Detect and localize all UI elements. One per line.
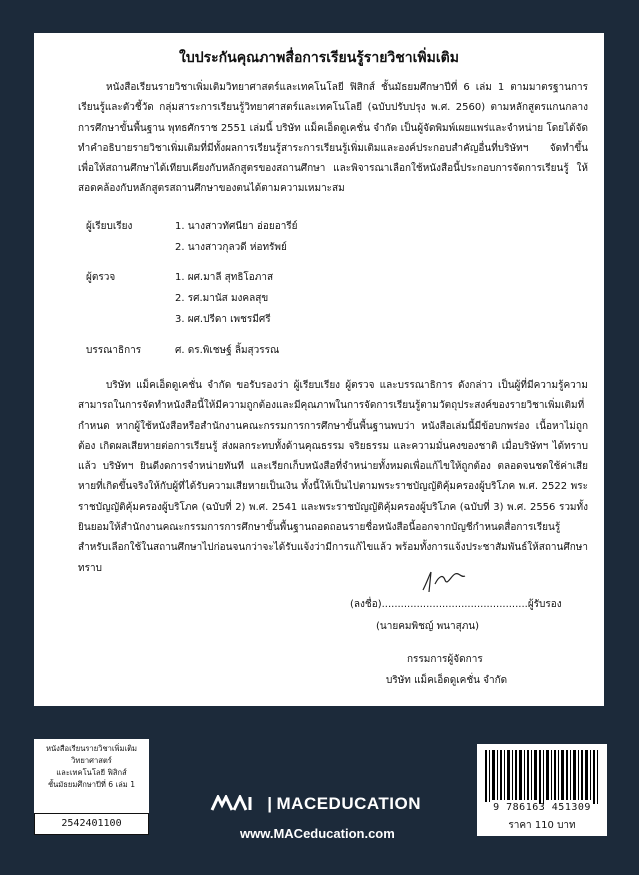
reviewer-2: 2. รศ.มานัส มงคลสุข xyxy=(175,293,269,304)
guarantee-paragraph: บริษัท แม็คเอ็ดดูเคชั่น จำกัด ขอรับรองว่า ผู้เรียบเรียง ผู้ตรวจ และบรรณาธิการ ดังกล่าว เป็นผู้ที่มีความรู้ความสามารถในการจัดทำหนังสือนี้ให้มีความถูกต้องและมีคุณภาพในการจัดการเรียนรู้ตามวัตถุประสงค์ของรายวิชาเพิ่มเติมที่กำหนด หากผู้ใช้หนังสือหรือสำนักงานคณะกรรมการการศึกษาขั้นพื้นฐานพบว่า หนังสือเล่มนี้มีข้อบกพร่อง เนื้อหาไม่ถูกต้อง เกิดผลเสียหายต่อการเรียนรู้ ส่งผลกระทบทั้งด้านคุณธรรม จริยธรรม และความมั่นคงของชาติ เมื่อบริษัทฯ ได้ทราบแล้ว บริษัทฯ ยินดีงดการจำหน่ายทันที และเรียกเก็บหนังสือที่จำหน่ายทั้งหมดเพื่อแก้ไขให้ถูกต้อง ตลอดจนชดใช้ค่าเสียหายที่เกิดขึ้นจริงให้กับผู้ที่ได้รับความเสียหายเป็นเงิน ทั้งนี้ให้เป็นไปตามพระราชบัญญัติคุ้มครองผู้บริโภค พ.ศ. 2522 พระราชบัญญัติคุ้มครองผู้บริโภค (ฉบับที่ 2) พ.ศ. 2541 และพระราชบัญญัติคุ้มครองผู้บริโภค (ฉบับที่ 3) พ.ศ. 2556 รวมทั้งยินยอมให้สำนักงานคณะกรรมการการศึกษาขั้นพื้นฐานถอดถอนรายชื่อหนังสือนี้ออกจากบัญชีกำหนดสื่อการเรียนรู้สำหรับเลือกใช้ในสถานศึกษาไปก่อนจนกว่าจะได้รับแจ้งว่ามีการแก้ไขแล้ว พร้อมทั้งการแจ้งประชาสัมพันธ์ให้สถานศึกษาทราบ xyxy=(78,380,588,574)
publisher-logo: | MACEDUCATION xyxy=(210,794,421,814)
editor-label: บรรณาธิการ xyxy=(86,345,142,356)
book-info-line-3: ชั้นมัธยมศึกษาปีที่ 6 เล่ม 1 xyxy=(47,780,136,789)
mac-logo-icon xyxy=(210,795,258,811)
price-label: ราคา 110 บาท xyxy=(508,820,576,831)
author-2: 2. นางสาวกุลวดี ห่อทรัพย์ xyxy=(175,242,287,253)
reviewers-label: ผู้ตรวจ xyxy=(86,272,116,283)
authors-label: ผู้เรียบเรียง xyxy=(86,221,133,232)
guarantee-certificate xyxy=(34,33,604,706)
reviewer-1: 1. ผศ.มาลี สุทธิโอภาส xyxy=(175,272,274,283)
book-info-line-1: หนังสือเรียนรายวิชาเพิ่มเติมวิทยาศาสตร์ xyxy=(45,744,138,765)
book-info-line-2: และเทคโนโลยี ฟิสิกส์ xyxy=(56,768,127,777)
book-info-box xyxy=(34,739,149,835)
publisher-name: MACEDUCATION xyxy=(276,794,422,813)
intro-paragraph: หนังสือเรียนรายวิชาเพิ่มเติมวิทยาศาสตร์และเทคโนโลยี ฟิสิกส์ ชั้นมัธยมศึกษาปีที่ 6 เล่ม 1 ตามมาตรฐานการเรียนรู้และตัวชี้วัด กลุ่มสาระการเรียนรู้วิทยาศาสตร์และเทคโนโลยี (ฉบับปรับปรุง พ.ศ. 2560) ตามหลักสูตรแกนกลางการศึกษาขั้นพื้นฐาน พุทธศักราช 2551 เล่มนี้ บริษัท แม็คเอ็ดดูเคชั่น จำกัด เป็นผู้จัดพิมพ์เผยแพร่และจำหน่าย โดยได้จัดทำคำอธิบายรายวิชาเพิ่มเติมที่มีทั้งผลการเรียนรู้สาระการเรียนรู้เพิ่มเติมและองค์ประกอบสำคัญอื่นที่บริษัทฯ จัดทำขึ้น เพื่อให้สถานศึกษาได้เทียบเคียงกับหลักสูตรของสถานศึกษา และพิจารณาเลือกใช้หนังสือนี้ประกอบการจัดการเรียนรู้ ให้สอดคล้องกับหลักสูตรสถานศึกษาของตนได้ตามความเหมาะสม xyxy=(78,82,588,195)
book-code: 2542401100 xyxy=(34,813,149,835)
reviewer-3: 3. ผศ.ปรีดา เพชรมีศรี xyxy=(175,314,271,325)
editor-name: ศ. ดร.พิเชษฐ์ ลิ้มสุวรรณ xyxy=(175,345,280,356)
author-1: 1. นางสาวทัศนียา อ่อยอารีย์ xyxy=(175,221,298,232)
barcode-icon xyxy=(477,748,607,806)
signer-company: บริษัท แม็คเอ็ดดูเคชั่น จำกัด xyxy=(386,675,508,686)
publisher-website: www.MACeducation.com xyxy=(240,826,395,841)
signature-line: (ลงชื่อ)..............................................ผู้รับรอง xyxy=(350,599,562,610)
signer-name: (นายคมพิชญ์ พนาสุภน) xyxy=(376,621,480,632)
signature-mark xyxy=(419,568,469,598)
signer-role: กรรมการผู้จัดการ xyxy=(407,654,483,665)
certificate-title: ใบประกันคุณภาพสื่อการเรียนรู้รายวิชาเพิ่มเติม xyxy=(179,50,459,66)
isbn-barcode xyxy=(477,744,607,836)
isbn-number: 9 786163 451309 xyxy=(493,802,591,813)
